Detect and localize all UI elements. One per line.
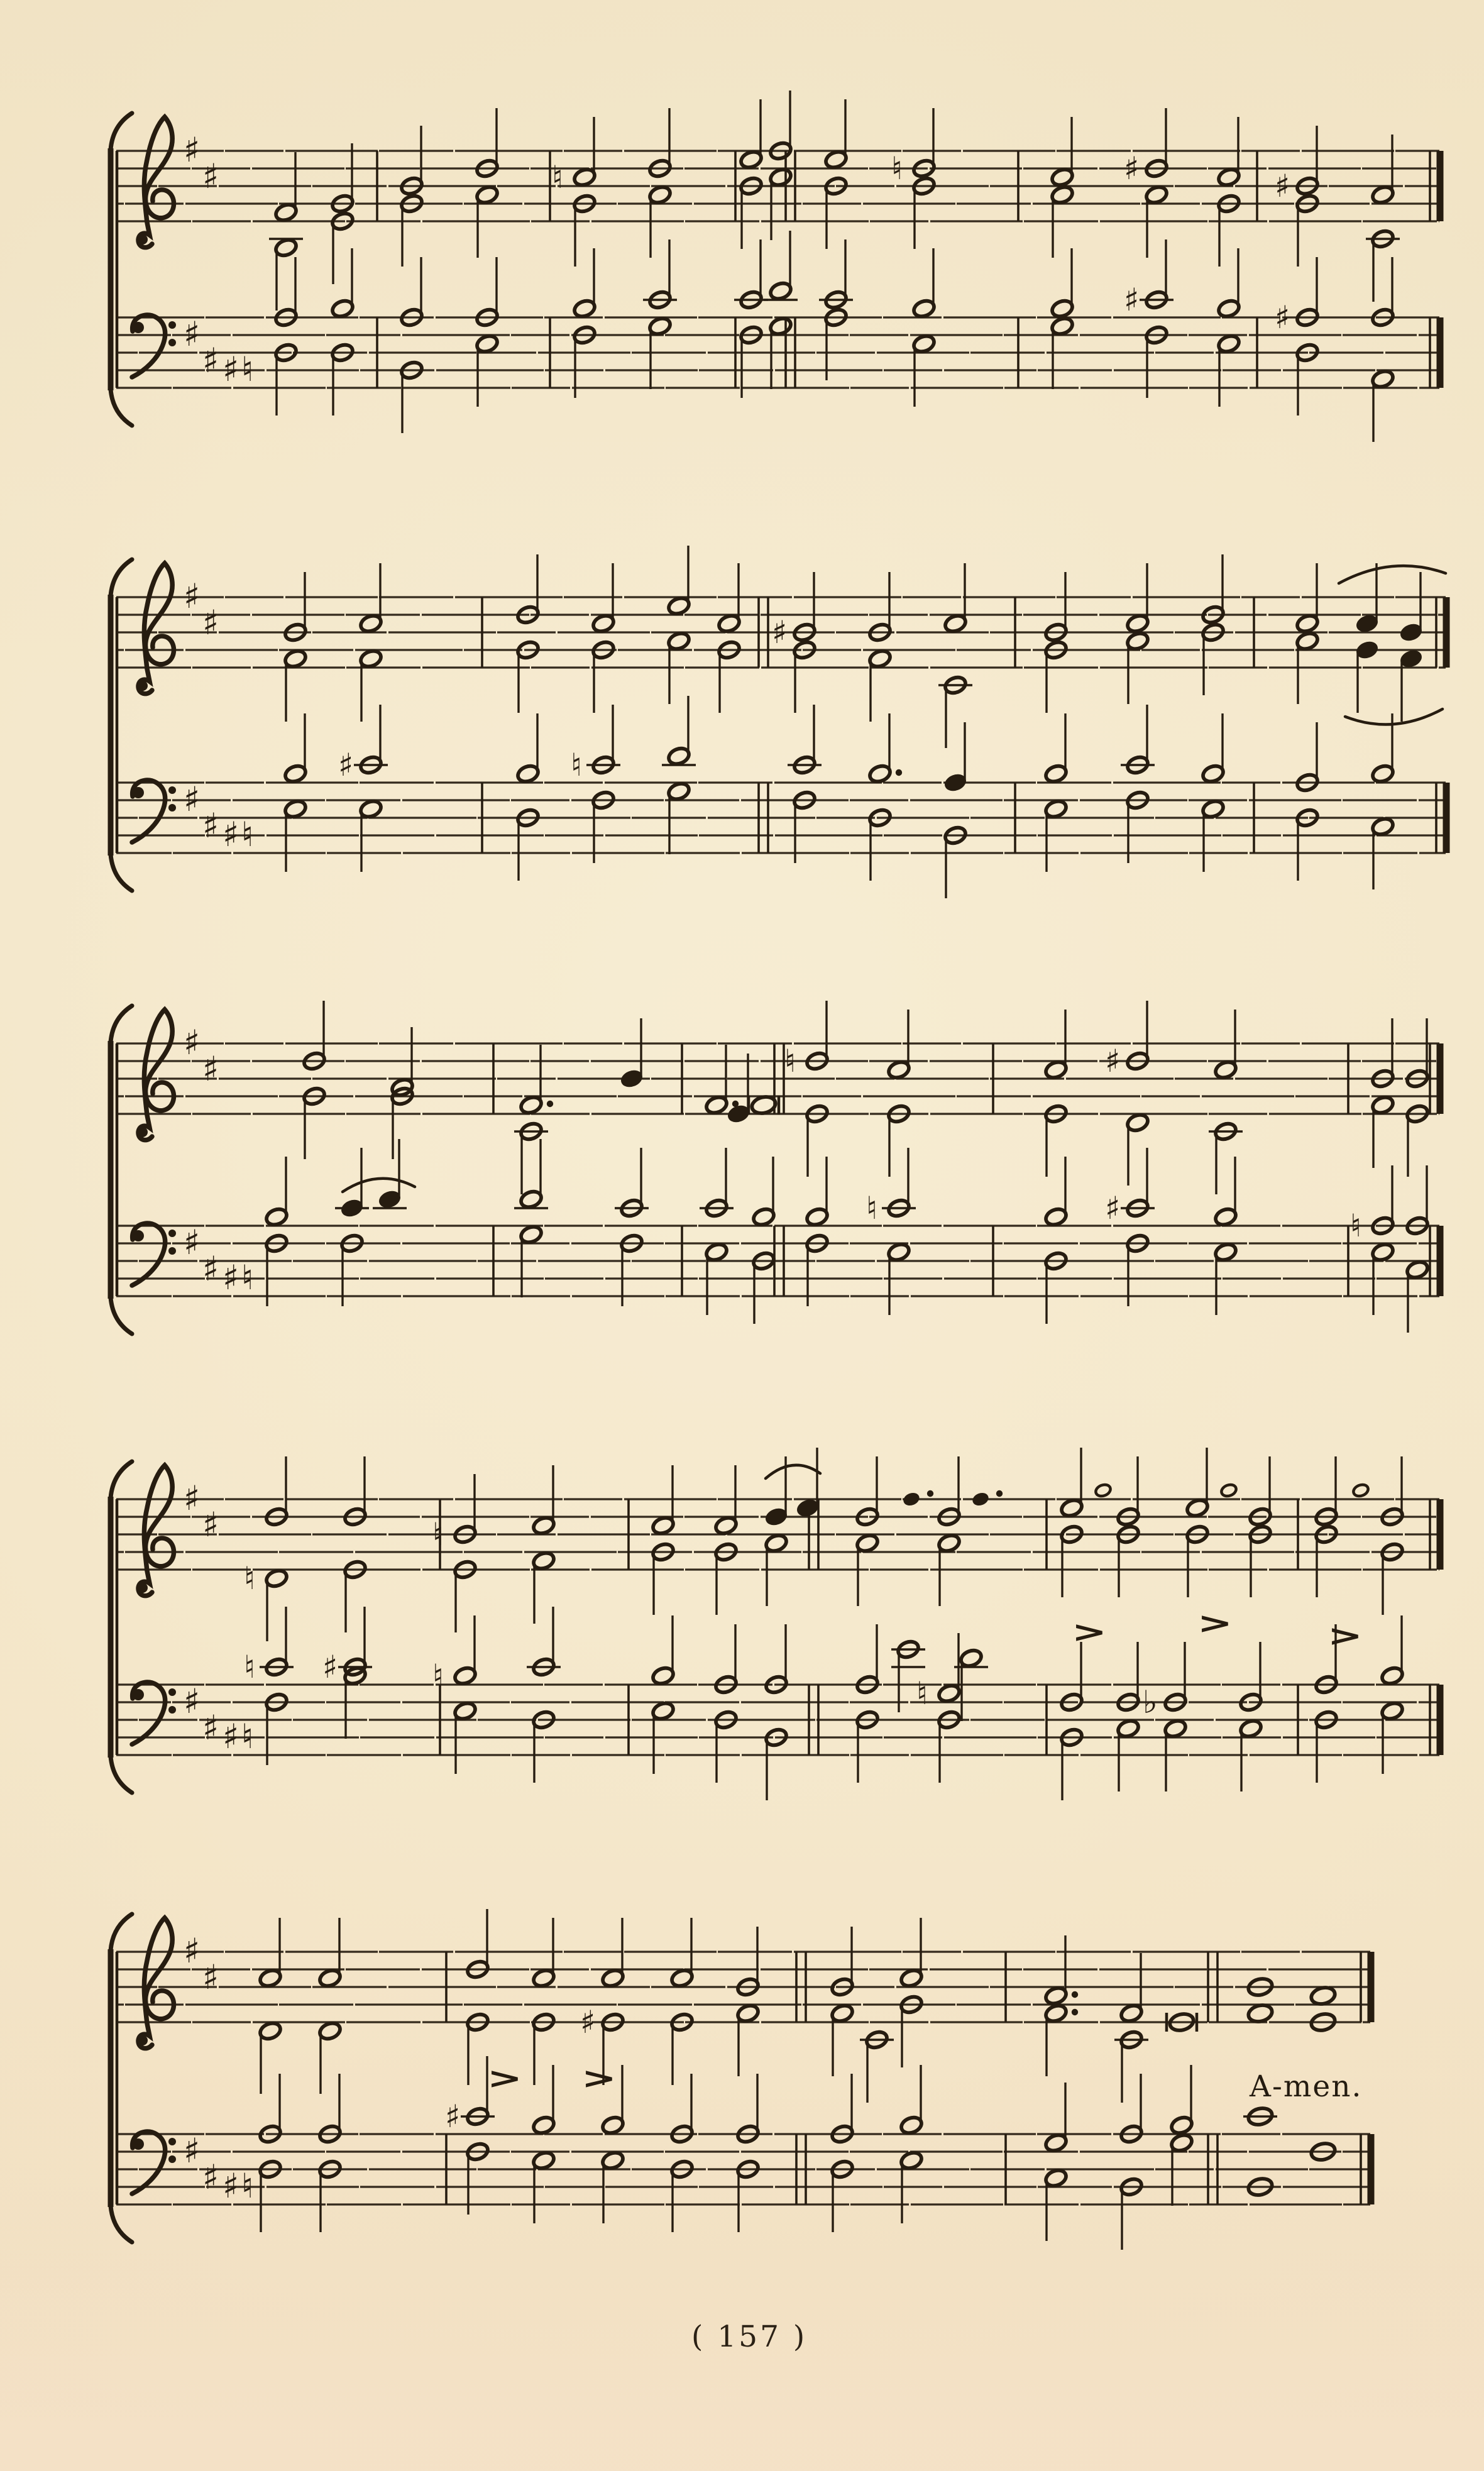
treble-clef: [138, 1465, 174, 1596]
key-signature-accidental: ♯: [184, 314, 201, 354]
augmentation-dot: [896, 769, 902, 776]
treble-clef: [138, 563, 174, 694]
bracket-top-curl: [111, 1914, 132, 1951]
bass-clef: [132, 2132, 176, 2194]
bass-clef: [132, 1223, 176, 1285]
accidental: ♯: [1105, 1043, 1121, 1079]
accidental: ♮: [571, 747, 582, 783]
key-signature-accidental: ♯: [184, 576, 201, 616]
key-signature-accidental: ♯: [184, 1681, 201, 1721]
accidental: ♮: [244, 1560, 255, 1597]
accidental: ♯: [445, 2098, 461, 2135]
key-signature-accidental: ♯: [202, 806, 219, 845]
slur: [1339, 566, 1446, 583]
accidental: ♯: [1124, 150, 1140, 187]
key-signature-accidental: ♯: [223, 1717, 239, 1756]
accidental: ♯: [322, 1649, 338, 1685]
treble-clef: [138, 117, 174, 248]
treble-clef: [138, 1010, 174, 1140]
key-signature-accidental: ♯: [223, 349, 239, 389]
key-signature-accidental: ♯: [223, 1258, 239, 1297]
accidental: ♮: [432, 1658, 444, 1694]
key-signature-accidental: ♮: [241, 2166, 254, 2206]
notehead: [1310, 1985, 1337, 2006]
accent-mark: >: [1072, 1615, 1107, 1649]
key-signature-accidental: ♯: [202, 1957, 219, 1997]
key-signature-accidental: ♮: [241, 815, 254, 854]
bass-clef: [132, 1682, 176, 1744]
notehead: [1247, 2003, 1274, 2023]
key-signature-accidental: ♯: [184, 1478, 201, 1518]
bracket-top-curl: [111, 1006, 132, 1042]
accidental: ♮: [1350, 1208, 1361, 1244]
accidental: ♮: [552, 159, 563, 195]
accidental: ♯: [1105, 1190, 1121, 1226]
accidental: ♮: [244, 1649, 255, 1685]
key-signature-accidental: ♯: [184, 1023, 201, 1062]
amen-lyric: A-men.: [1250, 2069, 1363, 2104]
notehead: [1352, 1483, 1370, 1498]
key-signature-accidental: ♯: [202, 341, 219, 380]
key-signature-accidental: ♮: [241, 349, 254, 389]
accent-mark: >: [1197, 1606, 1233, 1641]
augmentation-dot: [996, 1490, 1003, 1497]
bracket-bottom-curl: [111, 389, 132, 426]
key-signature-accidental: ♯: [202, 2157, 219, 2197]
slur: [766, 1465, 820, 1478]
key-signature-accidental: ♯: [202, 1249, 219, 1289]
bass-clef: [132, 780, 176, 842]
key-signature-accidental: ♯: [202, 1505, 219, 1544]
key-signature-accidental: ♯: [202, 1708, 219, 1747]
slur: [343, 1179, 415, 1192]
key-signature-accidental: ♯: [223, 815, 239, 854]
accidental: ♮: [891, 150, 903, 187]
key-signature-accidental: ♯: [184, 779, 201, 819]
accidental: ♯: [1275, 168, 1290, 204]
accidental: ♭: [1143, 1684, 1158, 1720]
accidental: ♮: [784, 1043, 796, 1079]
accidental: ♮: [866, 1190, 877, 1226]
accent-mark: >: [1327, 1619, 1363, 1653]
page-number: ( 157 ): [691, 2320, 808, 2354]
notehead: [1094, 1483, 1112, 1498]
key-signature-accidental: ♯: [184, 1931, 201, 1971]
accent-mark: >: [487, 2061, 522, 2096]
accent-mark: >: [581, 2061, 617, 2096]
treble-clef: [138, 1918, 174, 2049]
key-signature-accidental: ♯: [184, 2131, 201, 2171]
augmentation-dot: [927, 1490, 933, 1497]
key-signature-accidental: ♯: [202, 1049, 219, 1089]
notehead: [903, 1492, 920, 1507]
bracket-top-curl: [111, 559, 132, 596]
notehead: [972, 1492, 989, 1507]
bracket-bottom-curl: [111, 1297, 132, 1334]
bracket-bottom-curl: [111, 1756, 132, 1793]
key-signature-accidental: ♮: [241, 1258, 254, 1297]
accidental: ♯: [580, 2004, 596, 2040]
bracket-top-curl: [111, 1461, 132, 1498]
bass-clef: [132, 315, 176, 377]
accidental: ♯: [338, 747, 354, 783]
key-signature-accidental: ♯: [202, 603, 219, 642]
bracket-bottom-curl: [111, 2206, 132, 2242]
accidental: ♯: [1275, 299, 1290, 336]
accidental: ♯: [772, 614, 788, 651]
notehead: [750, 1094, 778, 1115]
key-signature-accidental: ♯: [223, 2166, 239, 2206]
augmentation-dot: [1072, 1991, 1078, 1998]
bracket-bottom-curl: [111, 854, 132, 891]
augmentation-dot: [1072, 2009, 1078, 2015]
accidental: ♮: [432, 1516, 444, 1553]
key-signature-accidental: ♮: [241, 1717, 254, 1756]
bracket-top-curl: [111, 113, 132, 150]
augmentation-dot: [547, 1101, 553, 1107]
key-signature-accidental: ♯: [202, 157, 219, 196]
slur: [1345, 709, 1443, 725]
key-signature-accidental: ♯: [184, 130, 201, 170]
notehead: [1220, 1483, 1238, 1498]
key-signature-accidental: ♯: [184, 1223, 201, 1262]
accidental: ♯: [1124, 282, 1140, 318]
accidental: ♮: [916, 1675, 928, 1712]
